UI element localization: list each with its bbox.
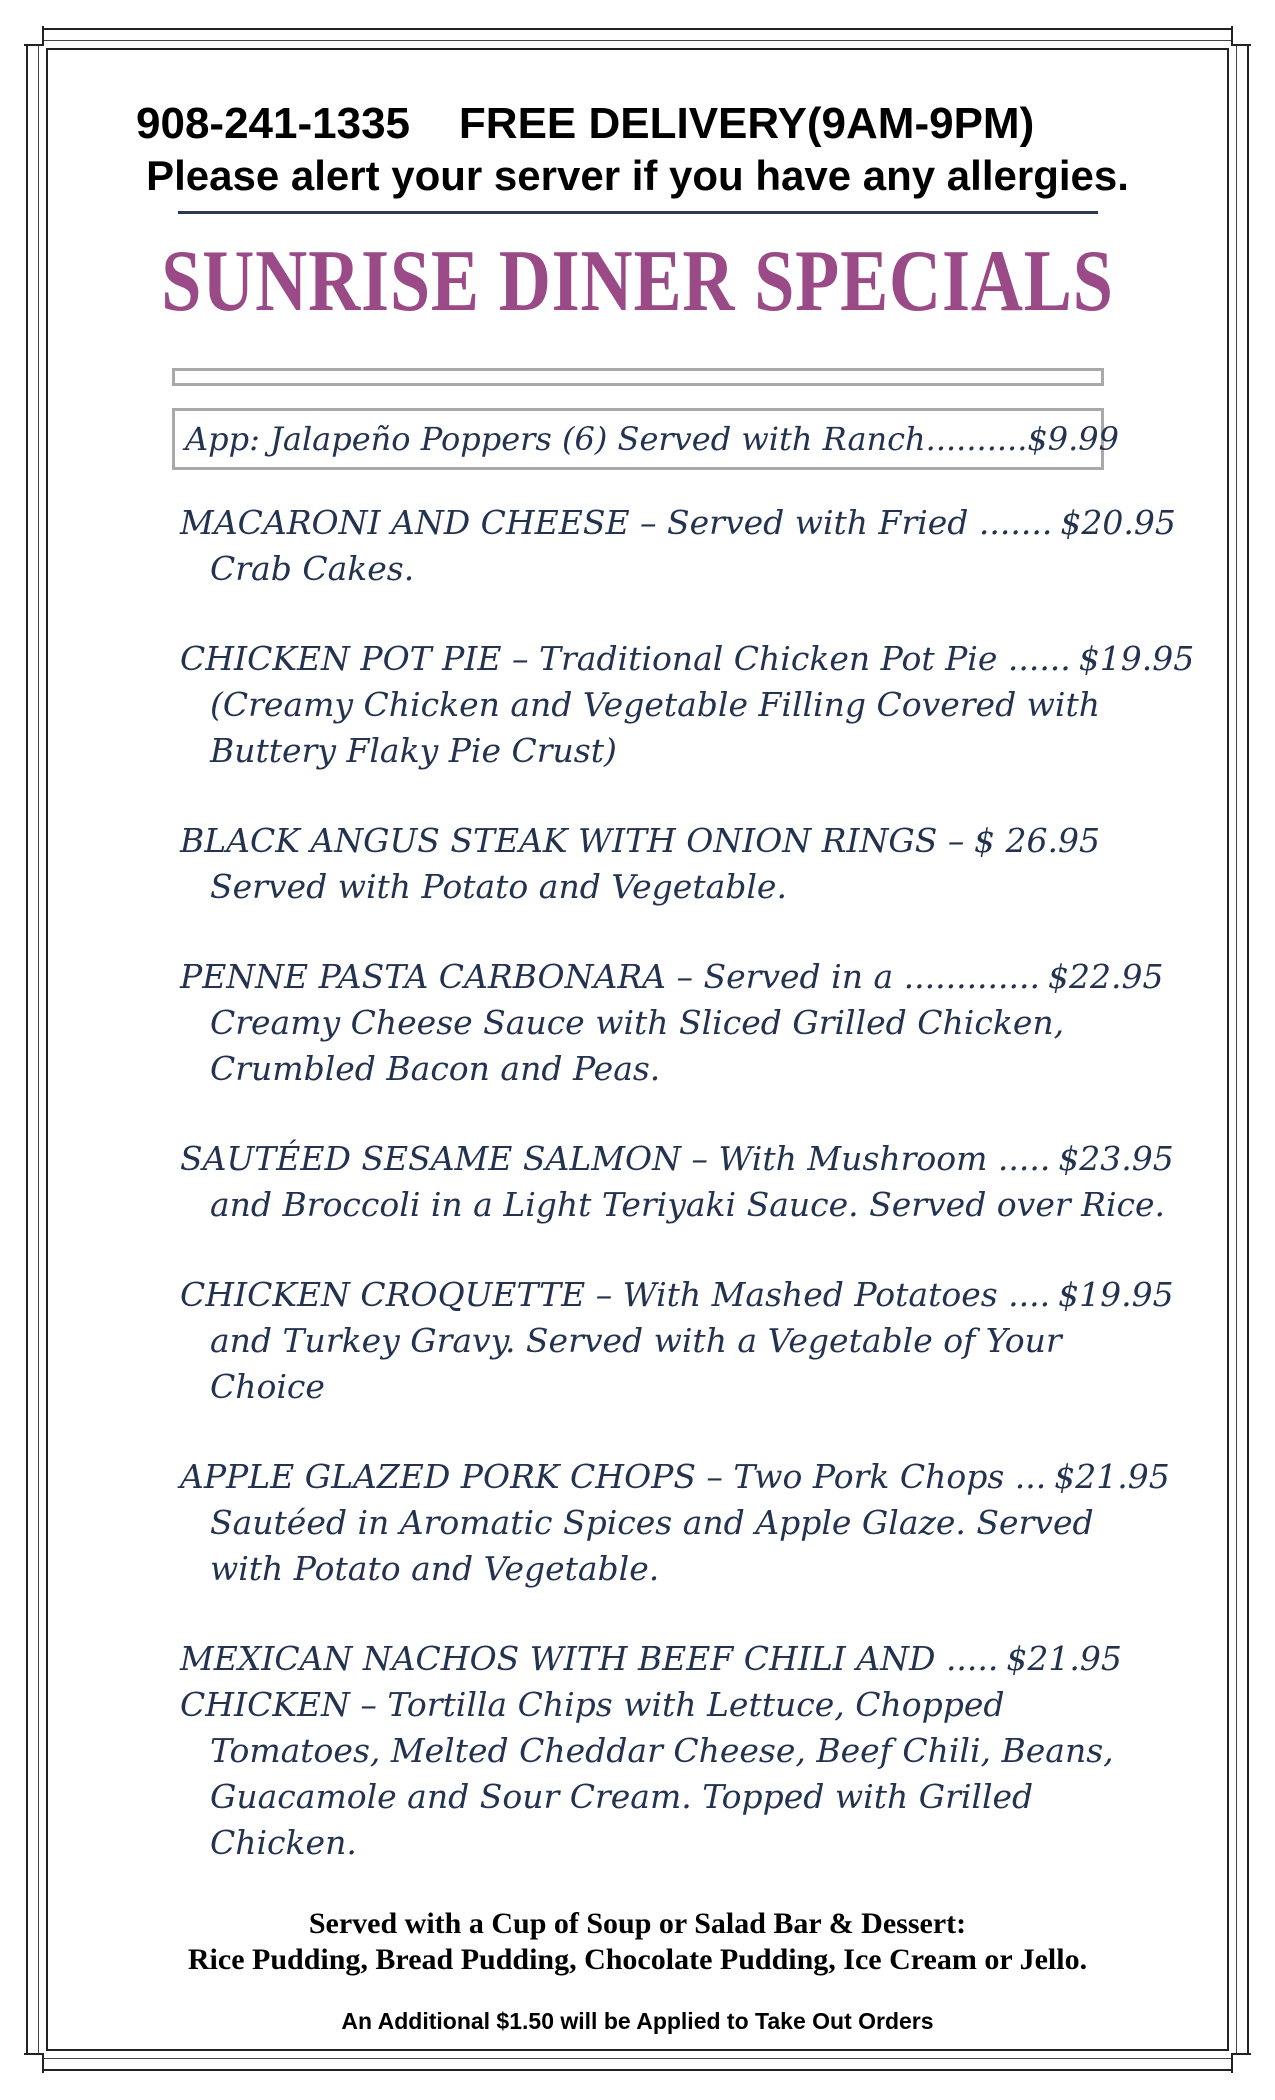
menu-item-name: SAUTÉED SESAME SALMON – With Mushroom ..... [180,1139,1051,1178]
allergy-notice: Please alert your server if you have any allergies. [146,152,1129,199]
menu-item-name-continued: CHICKEN – Tortilla Chips with Lettuce, Chopped [180,1685,1005,1724]
appetizer-box: App: Jalapeño Poppers (6) Served with Ranch..........$9.99 [172,408,1104,470]
menu-item-description: and Broccoli in a Light Teriyaki Sauce. Served over Rice. [210,1185,1166,1224]
menu-item-description: Buttery Flaky Pie Crust) [210,731,617,770]
menu-title: SUNRISE DINER SPECIALS [161,233,1114,330]
dessert-options-line: Rice Pudding, Bread Pudding, Chocolate Pudding, Ice Cream or Jello. [187,1943,1088,1976]
header-divider [178,211,1098,214]
title-underline-bar [172,368,1104,386]
included-sides-line1: Served with a Cup of Soup or Salad Bar & Dessert: [308,1907,967,1940]
frame-corner-bottom-right [1231,2053,1251,2073]
menu-item-macaroni-and-cheese [180,500,1176,592]
included-sides-note [0,1906,1275,1978]
menu-item-sauteed-sesame-salmon [180,1136,1174,1228]
menu-item-penne-pasta-carbonara [180,954,1164,1092]
menu-item-black-angus-steak [180,818,1100,910]
menu-item-price: $19.95 [1078,639,1195,678]
phone-delivery-line: 908-241-1335 FREE DELIVERY(9AM-9PM) [136,99,1035,148]
frame-corner-top-left [24,26,44,46]
menu-item-description: Creamy Cheese Sauce with Sliced Grilled Chicken, [210,1003,1065,1042]
menu-item-chicken-croquette [180,1272,1174,1410]
menu-item-description: Served with Potato and Vegetable. [210,867,787,906]
menu-item-mexican-nachos [180,1636,1122,1866]
menu-item-description: with Potato and Vegetable. [210,1549,660,1588]
menu-item-price: $19.95 [1058,1275,1174,1314]
menu-item-price: $22.95 [1048,957,1164,996]
menu-item-name: MACARONI AND CHEESE – Served with Fried ....... [180,503,1053,542]
menu-item-name: CHICKEN CROQUETTE – With Mashed Potatoes .... [180,1275,1051,1314]
frame-corner-top-right [1231,26,1251,46]
menu-item-name: PENNE PASTA CARBONARA – Served in a ............. [180,957,1040,996]
menu-item-price: $ 26.95 [974,821,1100,860]
specials-list [180,500,1195,1910]
frame-corner-bottom-left [24,2053,44,2073]
menu-item-apple-glazed-pork-chops [180,1454,1170,1592]
menu-item-description: Crumbled Bacon and Peas. [210,1049,661,1088]
menu-item-price: $21.95 [1054,1457,1170,1496]
menu-item-name: CHICKEN POT PIE – Traditional Chicken Pot Pie ...... [180,639,1071,678]
menu-item-price: $23.95 [1058,1139,1174,1178]
menu-item-name: BLACK ANGUS STEAK WITH ONION RINGS – [180,821,965,860]
menu-item-description: Tomatoes, Melted Cheddar Cheese, Beef Chili, Beans, [210,1731,1114,1770]
menu-item-name: APPLE GLAZED PORK CHOPS – Two Pork Chops ... [180,1457,1047,1496]
menu-item-description: Sautéed in Aromatic Spices and Apple Glaze. Served [210,1503,1094,1542]
menu-item-description: Guacamole and Sour Cream. Topped with Grilled [210,1777,1034,1816]
menu-item-price: $20.95 [1060,503,1176,542]
menu-item-description: Crab Cakes. [210,549,415,588]
menu-item-name: MEXICAN NACHOS WITH BEEF CHILI AND ..... [180,1639,999,1678]
menu-item-price: $21.95 [1006,1639,1122,1678]
menu-item-description: (Creamy Chicken and Vegetable Filling Covered with [210,685,1101,724]
menu-item-description: Choice [210,1367,325,1406]
menu-item-description: and Turkey Gravy. Served with a Vegetable of Your [210,1321,1062,1360]
takeout-surcharge-note: An Additional $1.50 will be Applied to Take Out Orders [341,2008,934,2034]
menu-item-chicken-pot-pie [180,636,1195,774]
menu-item-description: Chicken. [210,1823,357,1862]
